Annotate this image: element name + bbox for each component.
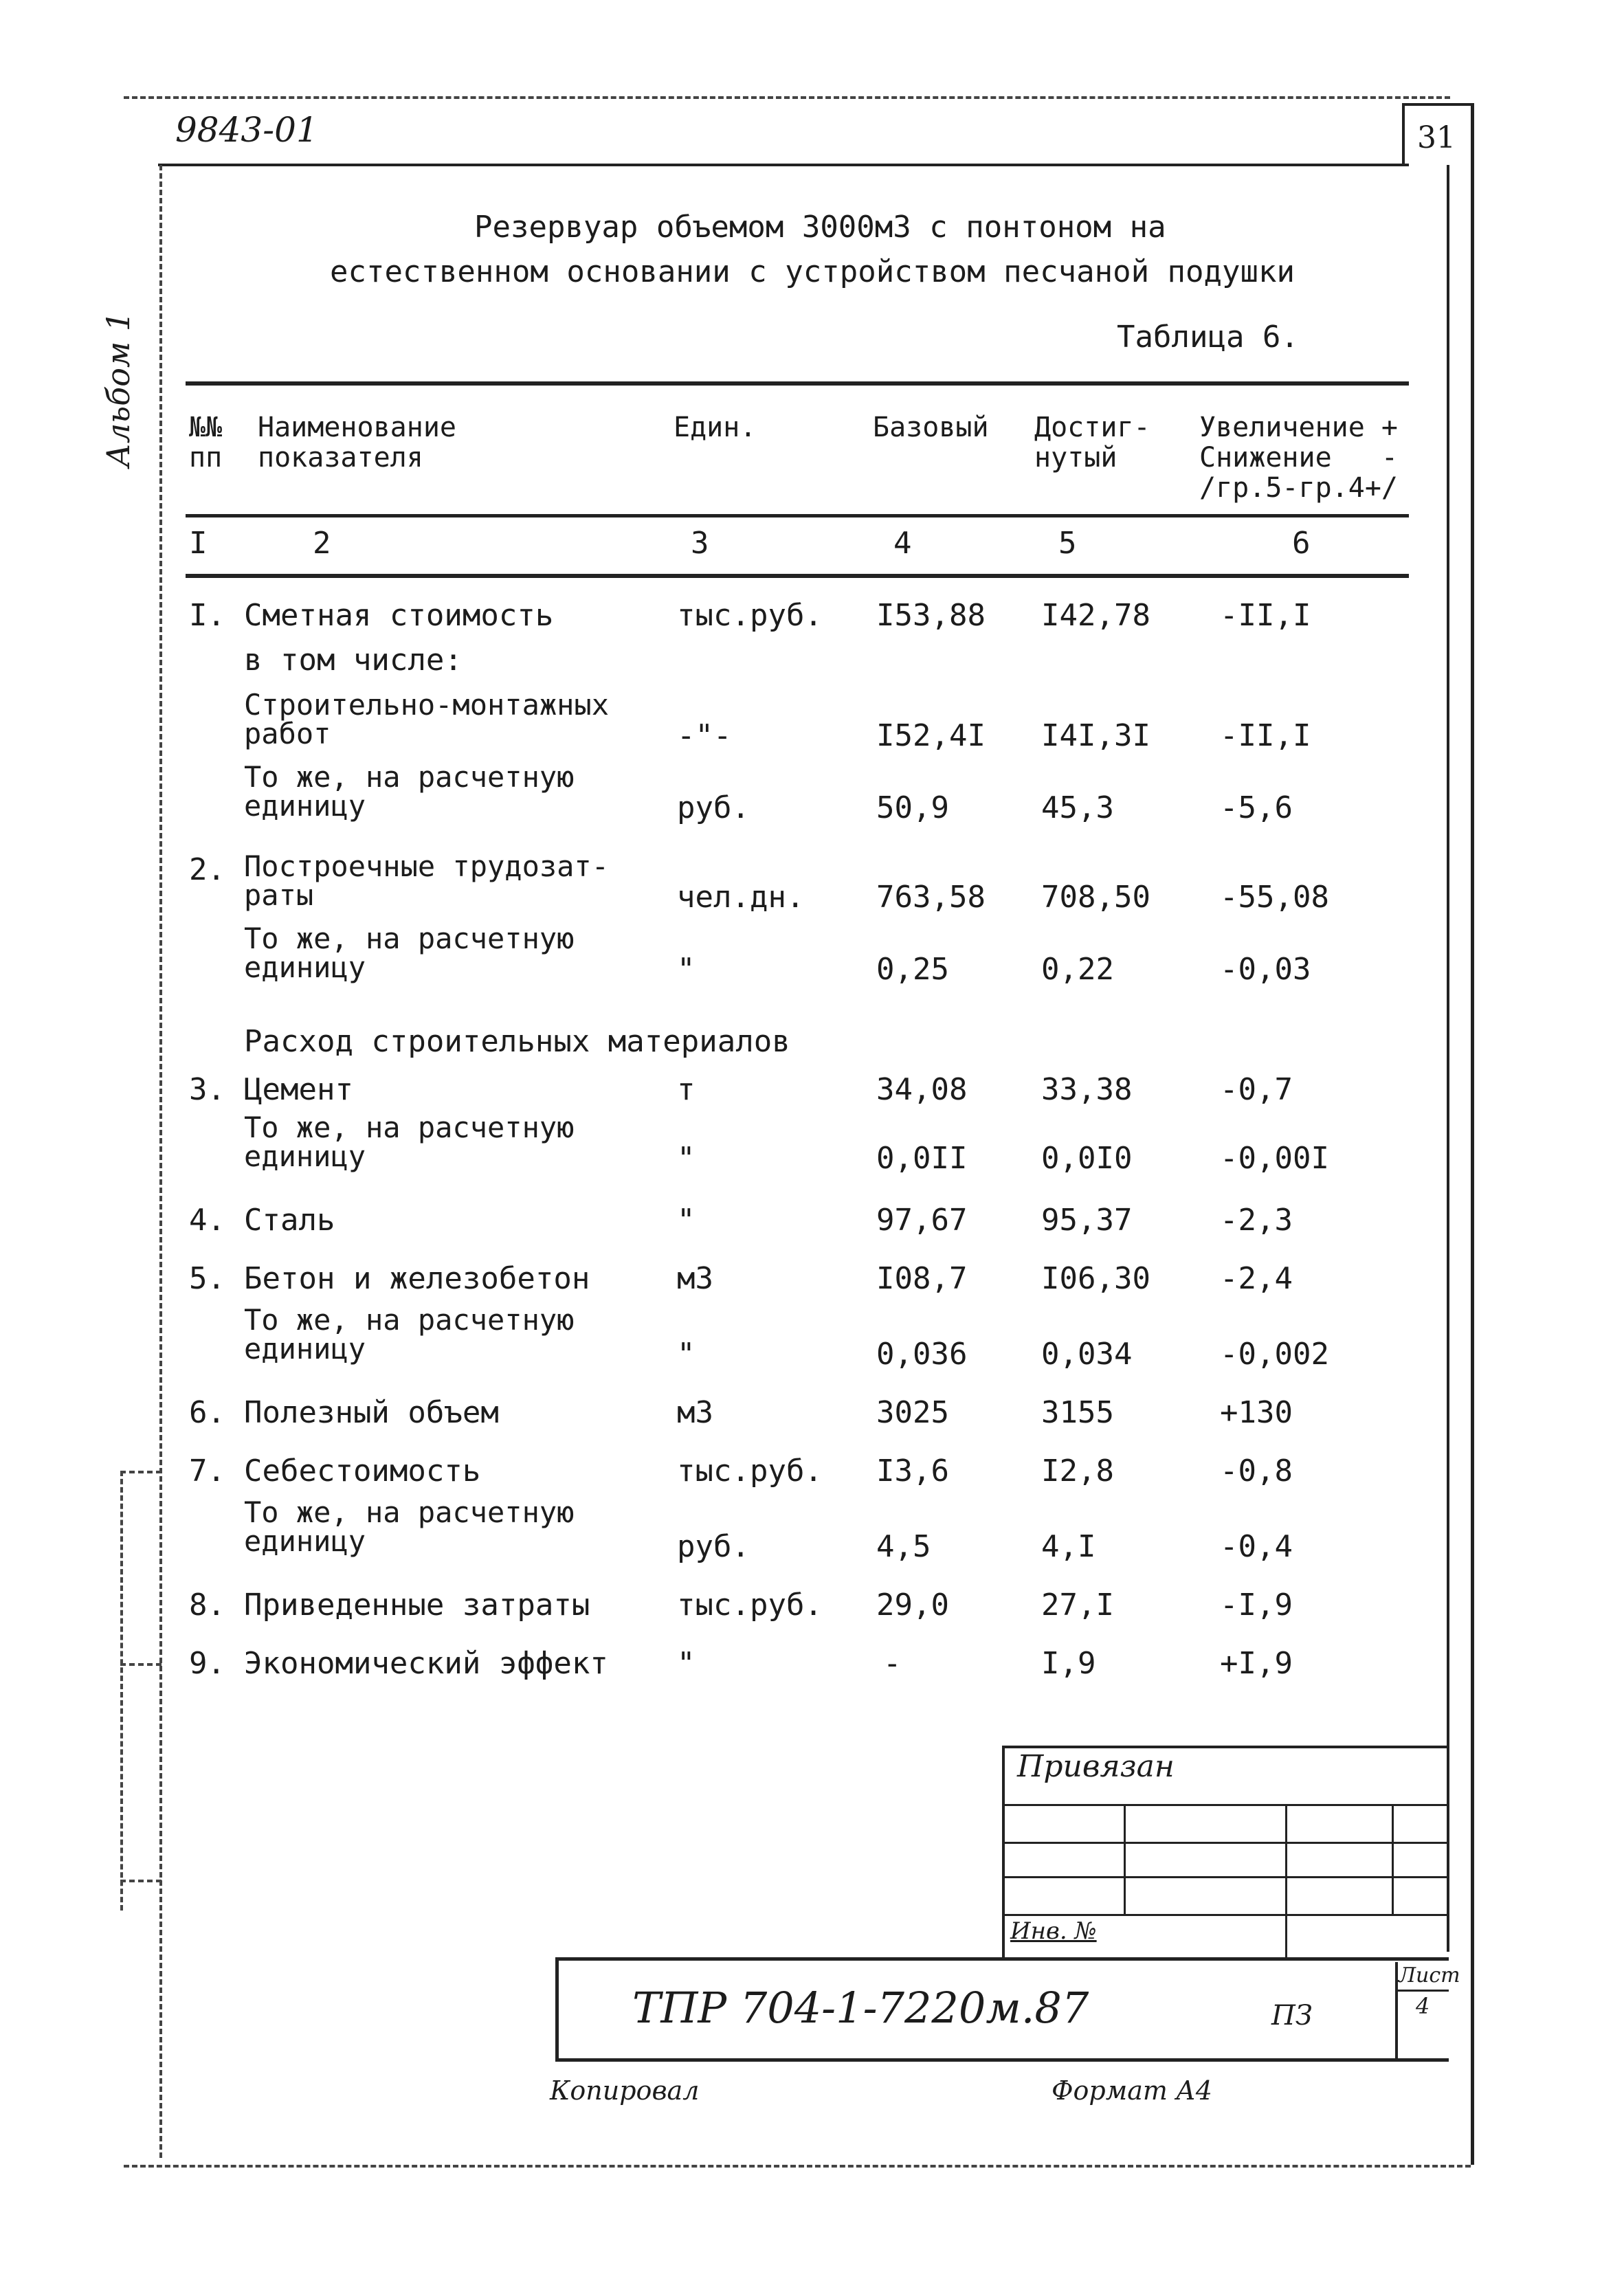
row-unit: м3 <box>677 1261 713 1296</box>
header-name: Наименование показателя <box>258 412 456 474</box>
row-base: I3,6 <box>876 1454 949 1489</box>
row-name: Себестоимость <box>244 1454 481 1489</box>
row-change: -0,002 <box>1220 1337 1329 1372</box>
row-achieved: I4I,3I <box>1041 718 1150 753</box>
title-block-sheet-number: 4 <box>1416 1993 1430 2019</box>
title-block-left <box>555 1957 559 2060</box>
top-dashed-edge <box>124 96 1450 99</box>
row-achieved: I2,8 <box>1041 1454 1114 1489</box>
row-name: Сметная стоимость <box>244 598 554 633</box>
row-change: +130 <box>1220 1395 1293 1430</box>
table-top-rule <box>186 381 1409 386</box>
row-name: Построечные трудозат- раты <box>244 849 610 912</box>
row-name: Сталь <box>244 1203 335 1238</box>
stamp-line <box>1002 1842 1449 1844</box>
row-base: 763,58 <box>876 880 986 915</box>
left-binding-tick-2 <box>120 1663 162 1666</box>
row-unit: " <box>677 952 696 987</box>
row-name: в том числе: <box>244 643 463 678</box>
row-change: -0,03 <box>1220 952 1311 987</box>
row-change: -I,9 <box>1220 1588 1293 1623</box>
page-number-box-left <box>1402 103 1405 166</box>
row-name: Приведенные затраты <box>244 1588 590 1623</box>
row-change: -2,4 <box>1220 1261 1293 1296</box>
stamp-line <box>1002 1804 1449 1806</box>
page-number-box-top <box>1402 103 1474 106</box>
row-unit: т <box>677 1072 696 1107</box>
row-change: -II,I <box>1220 598 1311 633</box>
row-num: 4. <box>189 1203 225 1238</box>
row-achieved: I42,78 <box>1041 598 1150 633</box>
row-change: -5,6 <box>1220 790 1293 825</box>
row-unit: " <box>677 1337 696 1372</box>
stamp-box-left <box>1002 1746 1005 1959</box>
column-number-3: 3 <box>691 526 709 561</box>
title-block-section: ПЗ <box>1271 2000 1313 2031</box>
row-achieved: 0,034 <box>1041 1337 1133 1372</box>
row-base: I08,7 <box>876 1261 968 1296</box>
row-achieved: I06,30 <box>1041 1261 1150 1296</box>
title-line-2: естественном основании с устройством песчаной подушки <box>330 254 1295 289</box>
row-base: 0,036 <box>876 1337 968 1372</box>
footer-format: Формат А4 <box>1052 2075 1212 2106</box>
stamp-divider <box>1285 1804 1287 1959</box>
row-name: То же, на расчетную единицу <box>244 922 575 984</box>
header-change: Увеличение + Снижение - /гр.5-гр.4+/ <box>1199 412 1398 504</box>
row-unit: тыс.руб. <box>677 598 823 633</box>
table-header-rule <box>186 514 1409 517</box>
row-unit: -"- <box>677 718 732 753</box>
row-achieved: 95,37 <box>1041 1203 1133 1238</box>
row-name: Экономический эффект <box>244 1646 608 1681</box>
column-number-1: I <box>189 526 208 561</box>
stamp-line <box>1002 1914 1449 1916</box>
row-name: Полезный объем <box>244 1395 499 1430</box>
title-block-code: ТПР 704-1-7220м.87 <box>632 1983 1089 2033</box>
left-binding-tick-1 <box>120 1471 162 1473</box>
row-base: - <box>883 1646 902 1681</box>
row-base: 34,08 <box>876 1072 968 1107</box>
header-unit: Един. <box>674 412 757 443</box>
row-num: 7. <box>189 1454 225 1489</box>
row-name: Строительно-монтажных работ <box>244 688 610 750</box>
stamp-privyazan: Привязан <box>1017 1749 1175 1784</box>
title-block-sheet-label: Лист <box>1399 1963 1460 1987</box>
row-base: 0,25 <box>876 952 949 987</box>
page-number: 31 <box>1417 120 1456 155</box>
row-unit: тыс.руб. <box>677 1454 823 1489</box>
table-column-number-rule <box>186 574 1409 578</box>
row-change: -2,3 <box>1220 1203 1293 1238</box>
row-achieved: 4,I <box>1041 1529 1096 1564</box>
row-name: То же, на расчетную единицу <box>244 1303 575 1366</box>
stamp-inv-no: Инв. № <box>1010 1917 1097 1945</box>
stamp-divider <box>1392 1804 1394 1914</box>
row-name: Цемент <box>244 1072 353 1107</box>
row-num: 5. <box>189 1261 225 1296</box>
footer-copied: Копировал <box>550 2075 700 2106</box>
title-block-bottom <box>555 2058 1449 2062</box>
row-base: 4,5 <box>876 1529 931 1564</box>
album-label: Альбом 1 <box>100 311 137 467</box>
left-binding-tick-3 <box>120 1880 162 1882</box>
row-change: +I,9 <box>1220 1646 1293 1681</box>
row-unit: чел.дн. <box>677 880 805 915</box>
row-achieved: I,9 <box>1041 1646 1096 1681</box>
row-name: То же, на расчетную единицу <box>244 1495 575 1558</box>
row-num: 3. <box>189 1072 225 1107</box>
row-num: 2. <box>189 852 225 887</box>
title-line-1: Резервуар объемом 3000м3 с понтоном на <box>474 210 1166 245</box>
stamp-line <box>1002 1876 1449 1878</box>
row-achieved: 3155 <box>1041 1395 1114 1430</box>
row-unit: м3 <box>677 1395 713 1430</box>
frame-right-inner-line <box>1447 165 1449 1952</box>
table-label: Таблица 6. <box>1117 320 1299 355</box>
row-base: I53,88 <box>876 598 986 633</box>
row-achieved: 27,I <box>1041 1588 1114 1623</box>
row-num: 9. <box>189 1646 225 1681</box>
row-base: 0,0II <box>876 1141 968 1176</box>
row-unit: " <box>677 1646 696 1681</box>
title-block-top <box>555 1957 1449 1961</box>
row-name: Бетон и железобетон <box>244 1261 590 1296</box>
frame-top-line <box>158 164 1409 166</box>
row-change: -55,08 <box>1220 880 1329 915</box>
row-change: -II,I <box>1220 718 1311 753</box>
row-achieved: 0,22 <box>1041 952 1114 987</box>
column-number-5: 5 <box>1058 526 1077 561</box>
document-id: 9843-01 <box>175 110 318 150</box>
row-achieved: 0,0I0 <box>1041 1141 1133 1176</box>
column-number-4: 4 <box>893 526 912 561</box>
row-achieved: 33,38 <box>1041 1072 1133 1107</box>
header-num: №№ пп <box>189 412 223 474</box>
row-unit: " <box>677 1203 696 1238</box>
row-num: 8. <box>189 1588 225 1623</box>
left-dashed-edge <box>159 165 162 2158</box>
column-number-2: 2 <box>313 526 331 561</box>
row-achieved: 708,50 <box>1041 880 1150 915</box>
row-name: То же, на расчетную единицу <box>244 1111 575 1173</box>
row-num: I. <box>189 598 225 633</box>
stamp-divider <box>1124 1804 1126 1914</box>
stamp-box-top <box>1002 1746 1449 1748</box>
row-base: 97,67 <box>876 1203 968 1238</box>
title-block-sheet-divider <box>1395 1962 1398 2058</box>
row-name: То же, на расчетную единицу <box>244 760 575 823</box>
row-base: 29,0 <box>876 1588 949 1623</box>
header-base: Базовый <box>873 412 989 443</box>
row-num: 6. <box>189 1395 225 1430</box>
row-base: 3025 <box>876 1395 949 1430</box>
frame-right-line <box>1471 103 1474 2165</box>
row-name: Расход строительных материалов <box>244 1024 790 1059</box>
row-unit: тыс.руб. <box>677 1588 823 1623</box>
row-base: 50,9 <box>876 790 949 825</box>
bottom-dashed-edge <box>124 2165 1471 2168</box>
row-change: -0,8 <box>1220 1454 1293 1489</box>
row-achieved: 45,3 <box>1041 790 1114 825</box>
header-achieved: Достиг- нутый <box>1034 412 1150 474</box>
row-unit: руб. <box>677 1529 750 1564</box>
left-binding-dashes <box>120 1471 123 1911</box>
title-block-sheet-rule <box>1395 1990 1449 1992</box>
row-change: -0,00I <box>1220 1141 1329 1176</box>
row-unit: руб. <box>677 790 750 825</box>
column-number-6: 6 <box>1292 526 1311 561</box>
row-unit: " <box>677 1141 696 1176</box>
row-change: -0,4 <box>1220 1529 1293 1564</box>
row-base: I52,4I <box>876 718 986 753</box>
row-change: -0,7 <box>1220 1072 1293 1107</box>
